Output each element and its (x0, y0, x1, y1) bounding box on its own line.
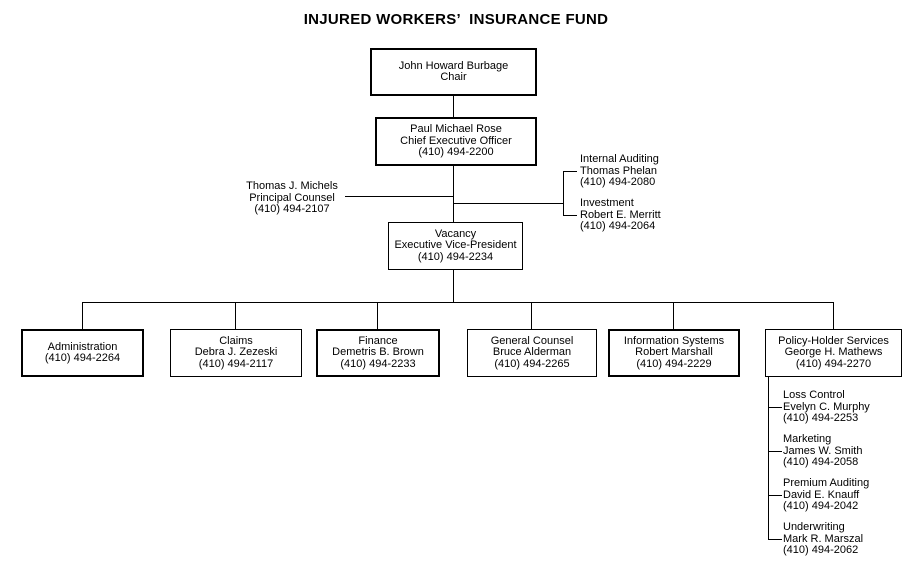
connector-staff-bracket-vertical (563, 171, 564, 216)
org-box-finance: Finance Demetris B. Brown (410) 494-2233 (316, 329, 440, 377)
connector-principal-counsel (345, 196, 454, 197)
connector-ceo-to-evp (453, 166, 454, 222)
connector-drop-general-counsel (531, 302, 532, 329)
page-title: INJURED WORKERS’ INSURANCE FUND (303, 11, 609, 28)
connector-stub-underwriting (768, 539, 782, 540)
connector-drop-administration (82, 302, 83, 329)
connector-drop-policy-holder-services (833, 302, 834, 329)
connector-drop-information-systems (673, 302, 674, 329)
org-note-loss-control: Loss Control Evelyn C. Murphy (410) 494-2253 (783, 389, 870, 424)
org-box-policy-holder-services: Policy-Holder Services George H. Mathews (410) 494-2270 (765, 329, 902, 377)
connector-drop-claims (235, 302, 236, 329)
org-box-chief-executive-officer: Paul Michael Rose Chief Executive Officer (410) 494-2200 (375, 117, 537, 166)
org-note-investment: Investment Robert E. Merritt (410) 494-2064 (580, 197, 661, 232)
connector-evp-to-rail (453, 270, 454, 302)
org-box-administration: Administration (410) 494-2264 (21, 329, 144, 377)
connector-stub-investment (563, 215, 577, 216)
connector-stub-premium-auditing (768, 495, 782, 496)
connector-to-staff-bracket (454, 203, 563, 204)
connector-stub-loss-control (768, 407, 782, 408)
org-box-chair: John Howard Burbage Chair (370, 48, 537, 96)
connector-chair-to-ceo (453, 96, 454, 117)
connector-stub-internal-auditing (563, 171, 577, 172)
connector-drop-finance (377, 302, 378, 329)
org-box-executive-vice-president: Vacancy Executive Vice-President (410) 494-2234 (388, 222, 523, 270)
org-box-claims: Claims Debra J. Zezeski (410) 494-2117 (170, 329, 302, 377)
connector-stub-marketing (768, 451, 782, 452)
org-note-principal-counsel: Thomas J. Michels Principal Counsel (410) 494-2107 (246, 180, 338, 215)
org-box-general-counsel: General Counsel Bruce Alderman (410) 494-2265 (467, 329, 597, 377)
org-note-internal-auditing: Internal Auditing Thomas Phelan (410) 494-2080 (580, 153, 659, 188)
org-note-underwriting: Underwriting Mark R. Marszal (410) 494-2062 (783, 521, 864, 556)
org-note-marketing: Marketing James W. Smith (410) 494-2058 (783, 433, 863, 468)
org-note-premium-auditing: Premium Auditing David E. Knauff (410) 494-2042 (783, 477, 870, 512)
connector-policy-holder-vertical (768, 377, 769, 539)
org-box-information-systems: Information Systems Robert Marshall (410) 494-2229 (608, 329, 740, 377)
connector-department-rail (82, 302, 833, 303)
